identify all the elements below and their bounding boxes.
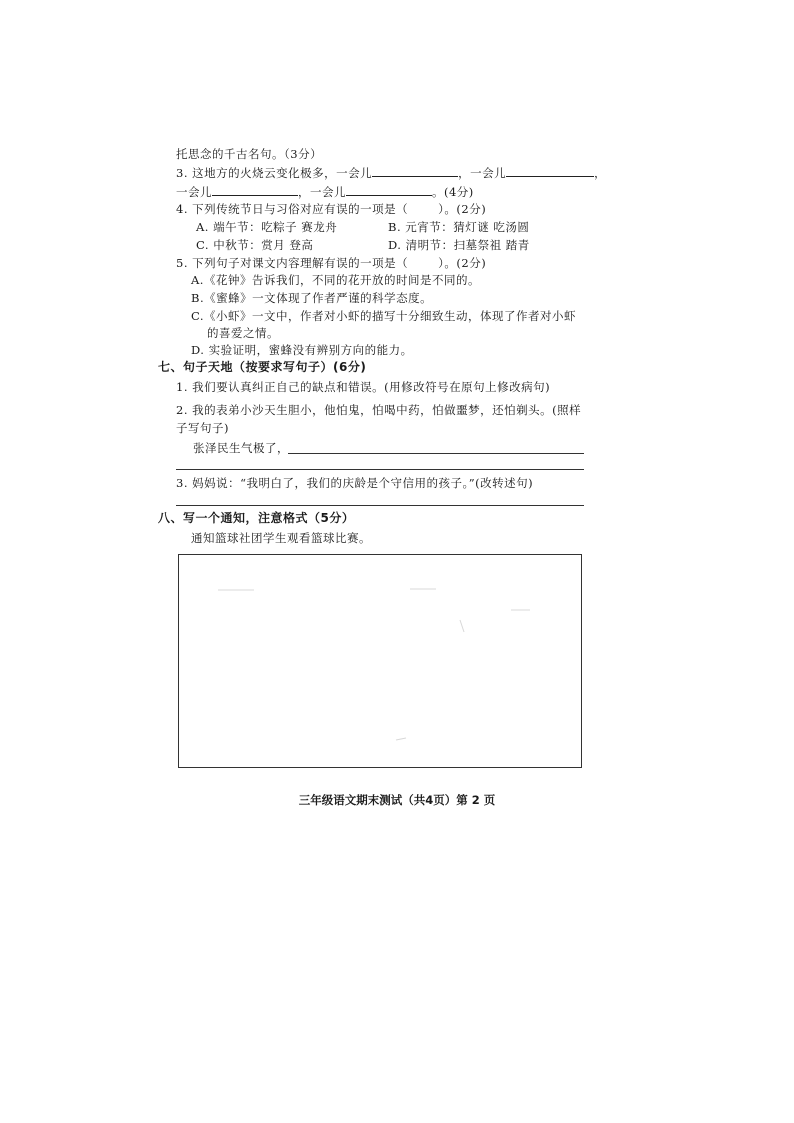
q4-option-d: D. 清明节：扫墓祭祖 踏青 <box>388 238 530 252</box>
q3-text-c: ， <box>594 166 607 180</box>
q3-text-e: ，一会儿 <box>298 185 346 199</box>
q2-tail-text: 托思念的千古名句。（3分） <box>176 147 323 161</box>
s7-q2-prompt: 张泽民生气极了， <box>193 441 289 455</box>
q3-text-a: 3. 这地方的火烧云变化极多，一会儿 <box>176 166 373 180</box>
q5-option-a: A.《花钟》告诉我们，不同的花开放的时间是不同的。 <box>191 273 480 287</box>
page-footer: 三年级语文期末测试（共4页）第 2 页 <box>298 793 496 807</box>
section8-heading: 八、写一个通知，注意格式（5分） <box>158 511 355 525</box>
q3-text-b: ，一会儿 <box>458 166 507 180</box>
q5-option-d: D. 实验证明，蜜蜂没有辨别方向的能力。 <box>191 343 413 357</box>
section7-heading: 七、句子天地（按要求写句子）(6分) <box>158 360 367 374</box>
q4-option-a: A. 端午节：吃粽子 赛龙舟 <box>196 220 338 234</box>
s7-q2-line1: 2. 我的表弟小沙天生胆小，他怕鬼，怕喝中药，怕做噩梦，还怕剃头。(照样 <box>176 403 582 417</box>
q4-stem-end: ）。(2分) <box>438 202 487 216</box>
s8-task: 通知篮球社团学生观看篮球比赛。 <box>191 531 371 545</box>
q4-option-b: B. 元宵节：猜灯谜 吃汤圆 <box>388 220 530 234</box>
s7-q3: 3. 妈妈说：“我明白了，我们的庆龄是个守信用的孩子。”(改转述句) <box>176 476 534 490</box>
q5-option-c-line2: 的喜爱之情。 <box>207 326 279 340</box>
q3-text-d: 一会儿 <box>176 185 212 199</box>
q4-stem-text: 4. 下列传统节日与习俗对应有误的一项是（ <box>176 202 409 216</box>
s7-q1: 1. 我们要认真纠正自己的缺点和错误。(用修改符号在原句上修改病句) <box>176 380 551 394</box>
q5-option-b: B.《蜜蜂》一文体现了作者严谨的科学态度。 <box>191 291 433 305</box>
q3-text-f: 。(4分) <box>432 185 474 199</box>
q5-stem-text: 5. 下列句子对课文内容理解有误的一项是（ <box>176 256 409 270</box>
q5-stem-end: ）。(2分) <box>438 256 487 270</box>
q5-option-c-line1: C.《小虾》一文中，作者对小虾的描写十分细致生动，体现了作者对小虾 <box>191 309 577 323</box>
q4-option-c: C. 中秋节：赏月 登高 <box>196 238 314 252</box>
s7-q2-line2: 子写句子) <box>176 421 229 435</box>
